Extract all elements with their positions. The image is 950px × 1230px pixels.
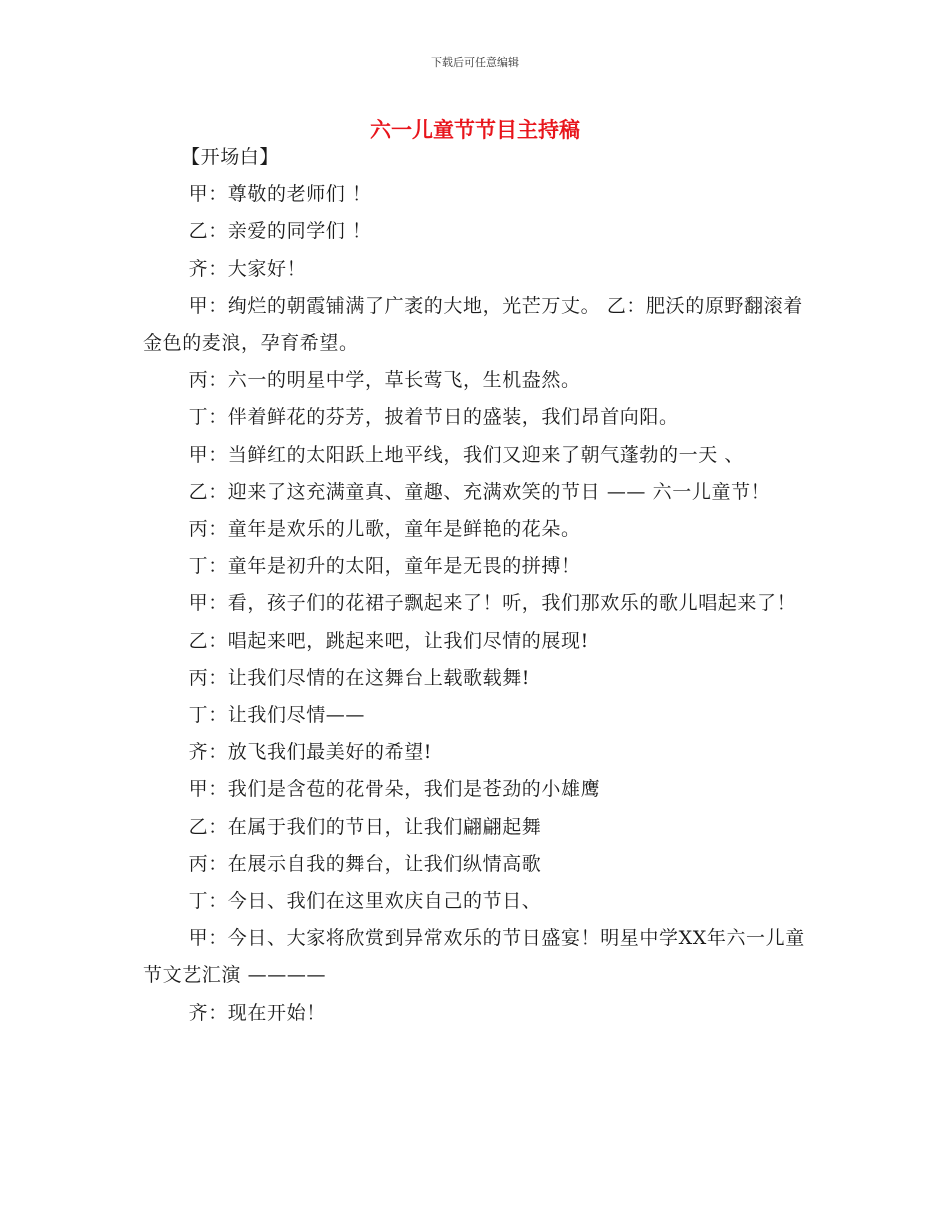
paragraph: 丁：童年是初升的太阳，童年是无畏的拼搏！ [188, 555, 581, 578]
paragraph: 丙：让我们尽情的在这舞台上载歌载舞! [188, 666, 531, 689]
paragraph: 甲：尊敬的老师们 ！ [188, 183, 372, 206]
paragraph: 丙：六一的明星中学，草长莺飞，生机盎然。 [188, 369, 581, 392]
paragraph: 甲：绚烂的朝霞铺满了广袤的大地，光芒万丈。 乙：肥沃的原野翻滚着金色的麦浪，孕育希望。 [143, 294, 803, 355]
paragraph: 丙：童年是欢乐的儿歌，童年是鲜艳的花朵。 [188, 518, 581, 541]
paragraph: 丙：在展示自我的舞台，让我们纵情高歌 [188, 852, 542, 875]
document-body [143, 139, 808, 1032]
paragraph: 乙：亲爱的同学们 ！ [188, 220, 372, 243]
paragraph: 甲：我们是含苞的花骨朵，我们是苍劲的小雄鹰 [188, 778, 601, 801]
paragraph: 甲：今日、大家将欣赏到异常欢乐的节日盛宴！明星中学XX年六一儿童节文艺汇演 ———— [143, 927, 805, 987]
paragraph: 齐：现在开始！ [188, 1001, 326, 1024]
paragraph: 丁：让我们尽情—— [188, 704, 365, 727]
paragraph: 乙：唱起来吧，跳起来吧，让我们尽情的展现! [188, 629, 589, 652]
paragraph: 齐：大家好！ [188, 257, 307, 280]
paragraph: 甲：看，孩子们的花裙子飘起来了！听，我们那欢乐的歌儿唱起来了！ [188, 592, 797, 615]
paragraph: 乙：在属于我们的节日，让我们翩翩起舞 [188, 815, 542, 838]
document-title: 六一儿童节节目主持稿 [370, 118, 580, 142]
paragraph: 丁：今日、我们在这里欢庆自己的节日、 [188, 890, 542, 913]
paragraph: 乙：迎来了这充满童真、童趣、充满欢笑的节日 —— 六一儿童节！ [188, 480, 771, 503]
paragraph: 丁：伴着鲜花的芬芳，披着节日的盛装，我们昂首向阳。 [188, 406, 679, 429]
paragraph: 甲：当鲜红的太阳跃上地平线，我们又迎来了朝气蓬勃的一天 、 [188, 443, 745, 466]
section-heading: 【开场白】 [181, 146, 280, 168]
paragraph: 齐：放飞我们最美好的希望! [188, 741, 433, 764]
page-header-note: 下载后可任意编辑 [431, 56, 519, 69]
